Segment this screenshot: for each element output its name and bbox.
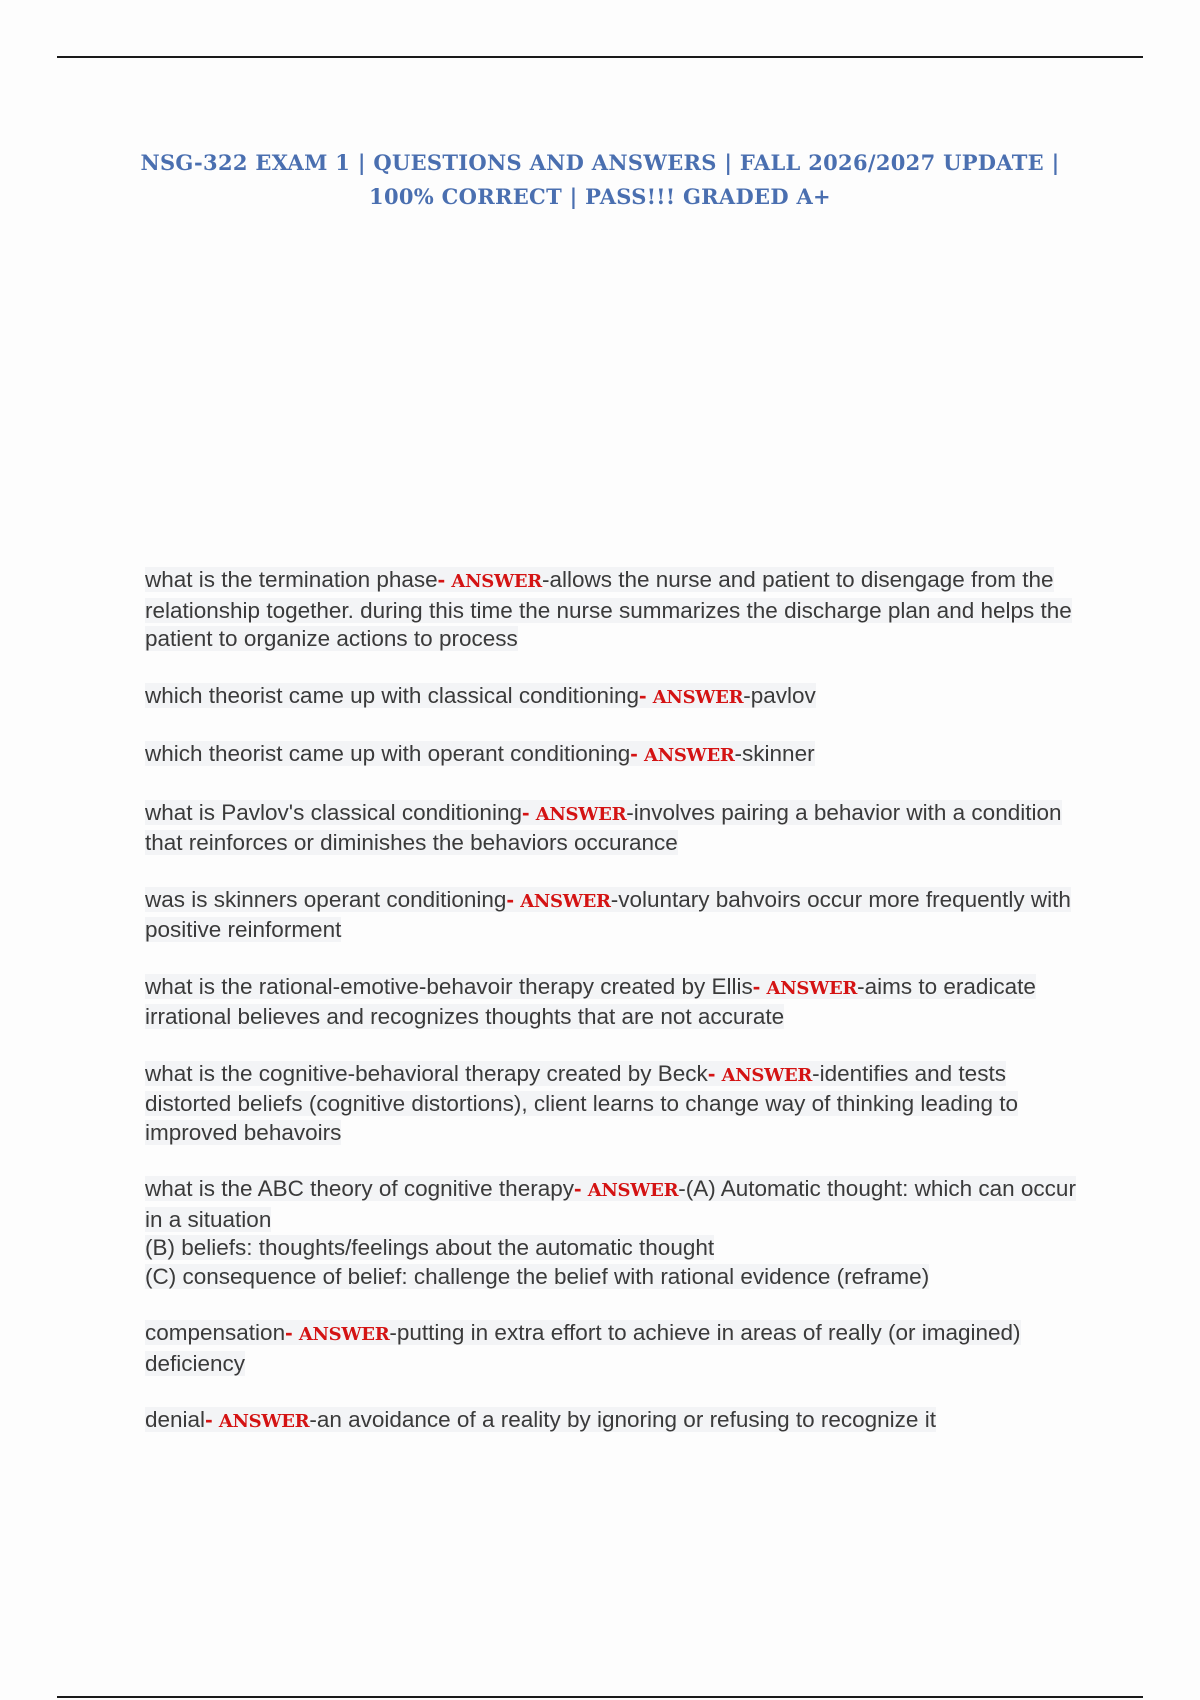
question-text: compensation — [145, 1320, 286, 1345]
answer-label: ANSWER — [721, 1064, 813, 1086]
answer-label: ANSWER — [520, 890, 611, 912]
qa-item: was is skinners operant conditioning- ANSWER-voluntary bahvoirs occur more frequently with positive reinforment — [145, 886, 1071, 942]
question-text: what is the termination phase — [145, 567, 438, 592]
question-text: which theorist came up with operant conditioning — [145, 741, 631, 766]
question-text: what is the cognitive-behavioral therapy created by Beck — [145, 1060, 708, 1086]
qa-item: which theorist came up with classical conditioning- ANSWER-pavlov — [145, 682, 816, 708]
answer-label: ANSWER — [535, 803, 627, 825]
qa-item: what is the cognitive-behavioral therapy created by Beck- ANSWER-identifies and tests distorted beliefs (cognitive distortions), client learns to change way of thinking leading to improved behavoirs — [145, 1060, 1018, 1145]
answer-text: identifies and tests distorted beliefs (cognitive distortions), client learns to change way of thinking leading to improved behavoirs — [145, 1060, 1018, 1145]
answer-label: ANSWER — [298, 1324, 390, 1345]
qa-item: what is the ABC theory of cognitive therapy- ANSWER-(A) Automatic thought: which can occur in a situation (B) beliefs: thoughts/feelings about the automatic thought (C) consequence of belief: challenge the belief with rational evidence (reframe) — [145, 1176, 1076, 1289]
qa-item: what is Pavlov's classical conditioning- ANSWER-involves pairing a behavior with a condition that reinforces or diminishes the behaviors occurance — [145, 799, 1062, 855]
answer-label: ANSWER — [644, 745, 735, 766]
answer-label: ANSWER — [652, 686, 744, 708]
answer-text: voluntary bahvoirs occur more frequently with positive reinforment — [145, 886, 1071, 942]
qa-item: which theorist came up with operant conditioning- ANSWER-skinner — [145, 741, 815, 766]
top-rule — [57, 56, 1143, 58]
answer-text: putting in extra effort to achieve in areas of really (or imagined) deficiency — [145, 1320, 1021, 1376]
answer-label: ANSWER — [587, 1180, 679, 1201]
answer-text: an avoidance of a reality by ignoring or refusing to recognize it — [316, 1407, 936, 1432]
answer-label: ANSWER — [218, 1411, 310, 1432]
question-text: was is skinners operant conditioning — [145, 886, 507, 912]
question-text: denial — [145, 1407, 206, 1432]
bottom-rule — [57, 1696, 1143, 1698]
answer-text: pavlov — [750, 682, 816, 708]
answer-extra-line: (C) consequence of belief: challenge the belief with rational evidence (reframe) — [145, 1263, 930, 1289]
qa-item: what is the termination phase- ANSWER-allows the nurse and patient to disengage from the relationship together. during this time the nurse summarizes the discharge plan and helps the patient to organize actions to process — [145, 567, 1072, 651]
question-text: which theorist came up with classical conditioning — [145, 682, 639, 708]
answer-text: allows the nurse and patient to disengage from the relationship together. during this time the nurse summarizes the discharge plan and helps the patient to organize actions to process — [145, 567, 1072, 651]
qa-item: compensation- ANSWER-putting in extra effort to achieve in areas of really (or imagined) deficiency — [145, 1320, 1021, 1376]
qa-list — [145, 566, 1085, 1465]
answer-label: ANSWER — [451, 571, 542, 592]
qa-item: denial- ANSWER-an avoidance of a reality by ignoring or refusing to recognize it — [145, 1407, 936, 1432]
question-text: what is the rational-emotive-behavoir therapy created by Ellis — [145, 973, 753, 999]
question-text: what is the ABC theory of cognitive therapy — [145, 1176, 574, 1201]
answer-text: involves pairing a behavior with a condition that reinforces or diminishes the behaviors occurance — [145, 799, 1062, 855]
answer-extra-line: (B) beliefs: thoughts/feelings about the automatic thought — [145, 1235, 715, 1260]
answer-text: aims to eradicate irrational believes and recognizes thoughts that are not accurate — [145, 973, 1036, 1029]
answer-text: (A) Automatic thought: which can occur in a situation — [145, 1176, 1076, 1232]
document-title: NSG-322 EXAM 1 | QUESTIONS AND ANSWERS | FALL 2026/2027 UPDATE | 100% CORRECT | PASS!!! GRADED A+ — [140, 150, 1060, 209]
qa-item: what is the rational-emotive-behavoir therapy created by Ellis- ANSWER-aims to eradicate irrational believes and recognizes thoughts that are not accurate — [145, 973, 1036, 1029]
answer-text: skinner — [742, 741, 815, 766]
answer-label: ANSWER — [766, 977, 858, 999]
question-text: what is Pavlov's classical conditioning — [145, 799, 522, 825]
